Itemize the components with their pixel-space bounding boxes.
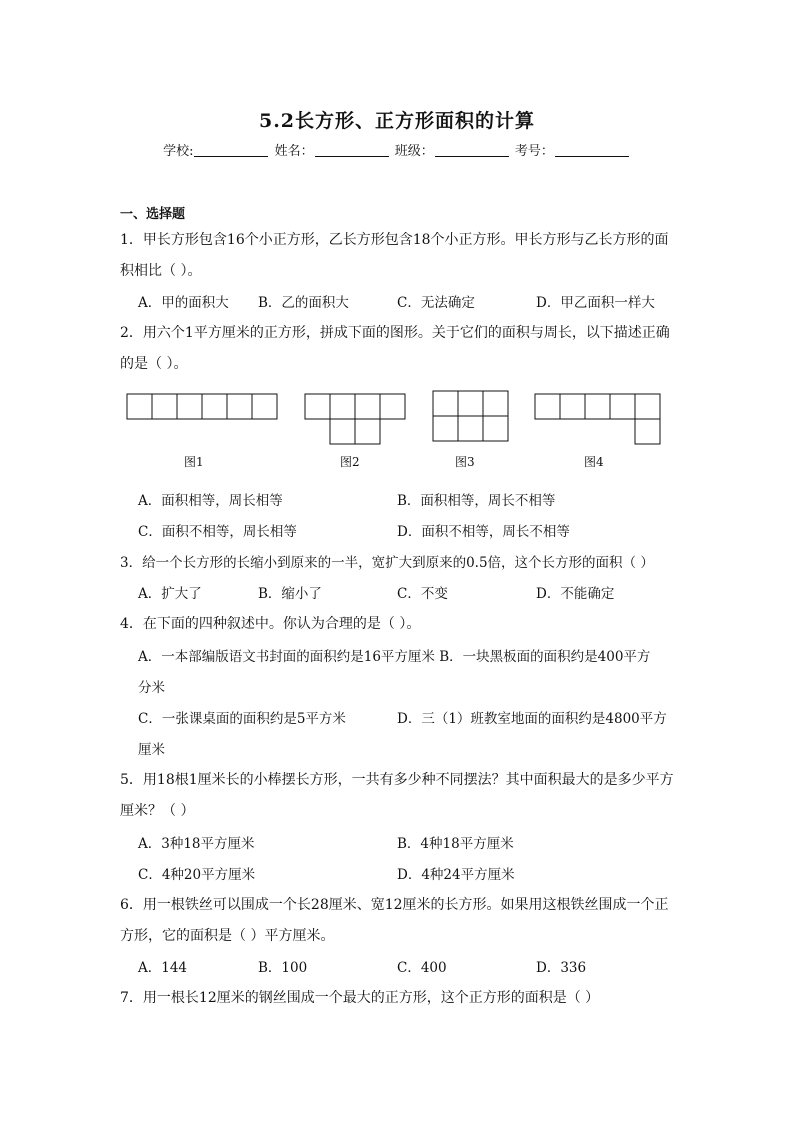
q2-option-b[interactable]: B．面积相等，周长不相等 (397, 493, 556, 509)
figures-diagram (120, 388, 680, 448)
figure-2-shape (305, 394, 405, 444)
school-blank[interactable] (194, 143, 268, 157)
question-2-text: 2．用六个1平方厘米的正方形，拼成下面的图形。关于它们的面积与周长，以下描述正确 (120, 325, 670, 341)
question-4-text: 4．在下面的四种叙述中。你认为合理的是（ ）。 (120, 616, 421, 632)
question-2-text-cont: 的是（ ）。 (120, 356, 188, 372)
name-label: 姓名： (274, 144, 314, 159)
q5-option-d[interactable]: D．4种24平方厘米 (397, 867, 515, 883)
q4-option-b-cont: 分米 (138, 680, 165, 696)
q3-option-c[interactable]: C．不变 (397, 586, 448, 602)
question-6-text-cont: 方形，它的面积是（ ）平方厘米。 (120, 928, 335, 944)
q4-option-a-and-b[interactable]: A．一本部编版语文书封面的面积约是16平方厘米 B．一块黑板面的面积约是400平方 (138, 649, 651, 665)
q6-option-a[interactable]: A．144 (138, 960, 188, 976)
exam-number-blank[interactable] (555, 143, 629, 157)
question-6-text: 6．用一根铁丝可以围成一个长28厘米、宽12厘米的长方形。如果用这根铁丝围成一个正 (120, 897, 669, 913)
q2-option-a[interactable]: A．面积相等，周长相等 (138, 493, 283, 509)
figure-1-caption: 图1 (184, 455, 204, 469)
school-label: 学校: (163, 144, 194, 159)
figure-1-shape (127, 394, 277, 419)
question-1-text-cont: 积相比（ ）。 (120, 263, 202, 279)
q4-option-c[interactable]: C．一张课桌面的面积约是5平方米 (138, 711, 346, 727)
q1-option-c[interactable]: C．无法确定 (397, 295, 475, 311)
page-title: 5.2长方形、正方形面积的计算 (258, 110, 536, 132)
question-5-text: 5．用18根1厘米长的小棒摆长方形，一共有多少种不同摆法？其中面积最大的是多少平方 (120, 772, 674, 788)
figure-3-caption: 图3 (455, 455, 475, 469)
question-7-text: 7．用一根长12厘米的钢丝围成一个最大的正方形，这个正方形的面积是（ ） (120, 990, 600, 1006)
q6-option-b[interactable]: B．100 (258, 960, 308, 976)
q2-option-d[interactable]: D．面积不相等，周长不相等 (397, 524, 570, 540)
exam-number-label: 考号： (514, 144, 554, 159)
figure-3-shape (433, 391, 508, 441)
student-info-line (0, 140, 794, 159)
q2-option-c[interactable]: C．面积不相等，周长相等 (138, 524, 297, 540)
question-1-text: 1．甲长方形包含16个小正方形，乙长方形包含18个小正方形。甲长方形与乙长方形的面 (120, 232, 669, 248)
question-3-text: 3．给一个长方形的长缩小到原来的一半，宽扩大到原来的0.5倍，这个长方形的面积（ ） (120, 555, 654, 571)
q4-option-d-cont: 厘米 (138, 742, 165, 758)
q1-option-a[interactable]: A．甲的面积大 (138, 295, 229, 311)
q1-option-d[interactable]: D．甲乙面积一样大 (536, 295, 655, 311)
class-label: 班级： (394, 144, 434, 159)
section-heading: 一、选择题 (120, 207, 186, 222)
figure-2-caption: 图2 (340, 455, 360, 469)
q3-option-b[interactable]: B．缩小了 (258, 586, 322, 602)
q6-option-d[interactable]: D．336 (536, 960, 587, 976)
q3-option-d[interactable]: D．不能确定 (536, 586, 615, 602)
q3-option-a[interactable]: A．扩大了 (138, 586, 202, 602)
name-blank[interactable] (315, 143, 389, 157)
q5-option-a[interactable]: A．3种18平方厘米 (138, 836, 255, 852)
figure-4-caption: 图4 (584, 455, 604, 469)
figure-4-shape (535, 394, 660, 444)
question-5-text-cont: 厘米？（ ） (120, 803, 195, 819)
q4-option-d[interactable]: D．三（1）班教室地面的面积约是4800平方 (397, 711, 667, 727)
q1-option-b[interactable]: B．乙的面积大 (258, 295, 349, 311)
class-blank[interactable] (435, 143, 509, 157)
q6-option-c[interactable]: C．400 (397, 960, 447, 976)
q5-option-c[interactable]: C．4种20平方厘米 (138, 867, 256, 883)
q5-option-b[interactable]: B．4种18平方厘米 (397, 836, 514, 852)
